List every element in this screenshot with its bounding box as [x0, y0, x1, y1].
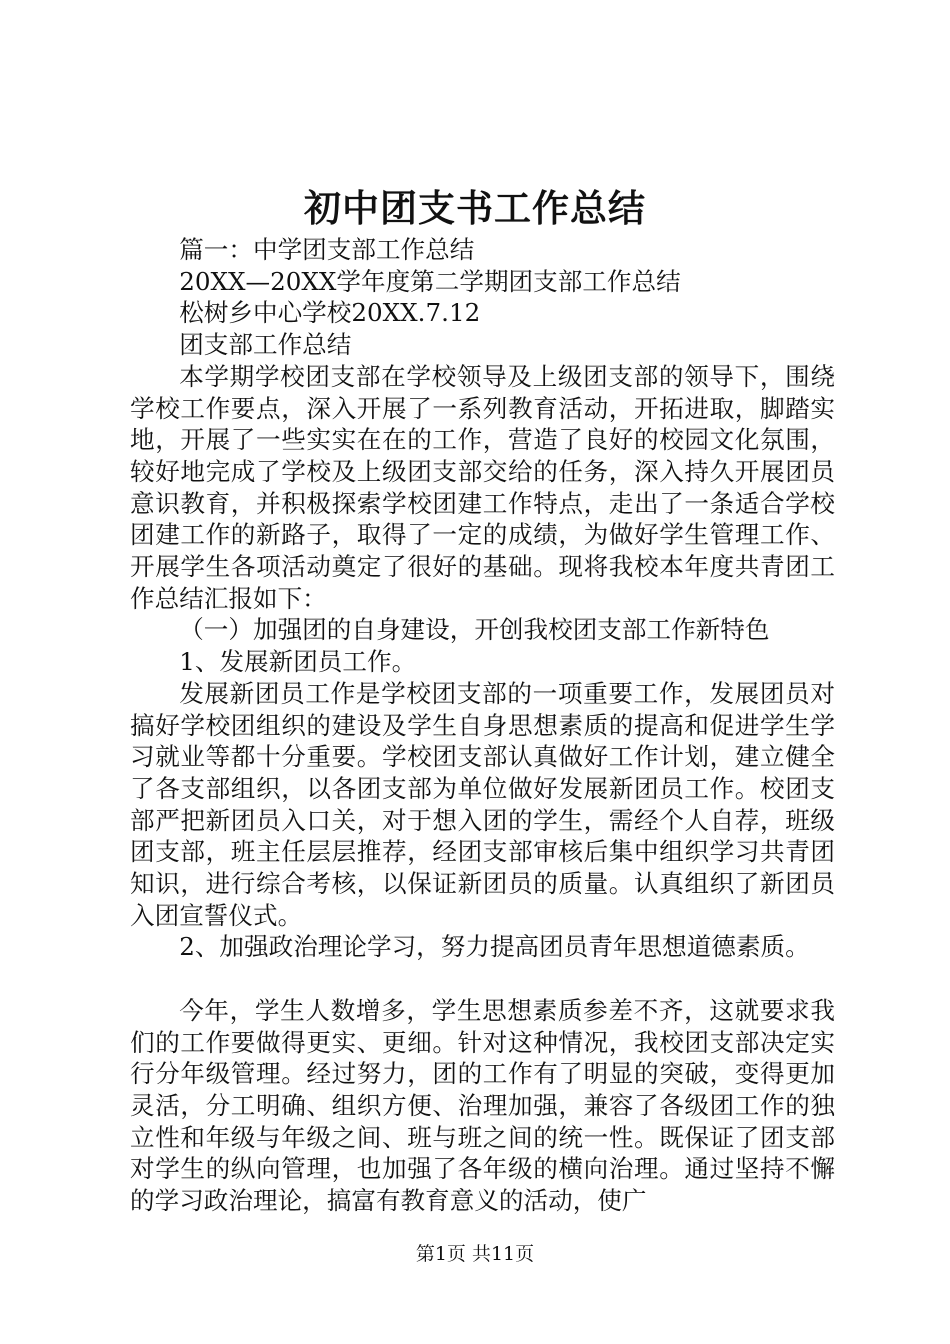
- page-number-footer: 第1页 共11页: [415, 1243, 535, 1265]
- paragraph: 本学期学校团支部在学校领导及上级团支部的领导下，围绕学校工作要点，深入开展了一系列教育活动，开拓进取，脚踏实地，开展了一些实实在在的工作，营造了良好的校园文化氛围，较好地完成了学校及上级团支部交给的任务，深入持久开展团员意识教育，并积极探索学校团建工作特点，走出了一条适合学校团建工作的新路子，取得了一定的成绩，为做好学生管理工作、开展学生各项活动奠定了很好的基础。现将我校本年度共青团工作总结汇报如下：: [130, 361, 835, 613]
- document-body: [130, 234, 835, 1217]
- paragraph: （一）加强团的自身建设，开创我校团支部工作新特色: [179, 615, 770, 645]
- blank-line: [130, 963, 835, 995]
- paragraph: 今年，学生人数增多，学生思想素质参差不齐，这就要求我们的工作要做得更实、更细。针对这种情况，我校团支部决定实行分年级管理。经过努力，团的工作有了明显的突破，变得更加灵活，分工明确、组织方便、治理加强，兼容了各级团工作的独立性和年级与年级之间、班与班之间的统一性。既保证了团支部对学生的纵向管理，也加强了各年级的横向治理。通过坚持不懈的学习政治理论，搞富有教育意义的活动，使广: [130, 995, 835, 1216]
- paragraph: 20XX—20XX学年度第二学期团支部工作总结: [179, 266, 681, 296]
- paragraph: 发展新团员工作是学校团支部的一项重要工作，发展团员对搞好学校团组织的建设及学生自身思想素质的提高和促进学生学习就业等都十分重要。学校团支部认真做好工作计划，建立健全了各支部组织，以各团支部为单位做好发展新团员工作。校团支部严把新团员入口关，对于想入团的学生，需经个人自荐，班级团支部，班主任层层推荐，经团支部审核后集中组织学习共青团知识，进行综合考核，以保证新团员的质量。认真组织了新团员入团宣誓仪式。: [130, 678, 835, 930]
- paragraph: 篇一：中学团支部工作总结: [179, 235, 475, 264]
- paragraph: 松树乡中心学校20XX.7.12: [179, 298, 481, 328]
- paragraph: 团支部工作总结: [179, 330, 352, 360]
- document-title: 初中团支书工作总结: [304, 186, 646, 230]
- paragraph: 2、加强政治理论学习，努力提高团员青年思想道德素质。: [179, 932, 810, 962]
- paragraph: 1、发展新团员工作。: [179, 647, 417, 677]
